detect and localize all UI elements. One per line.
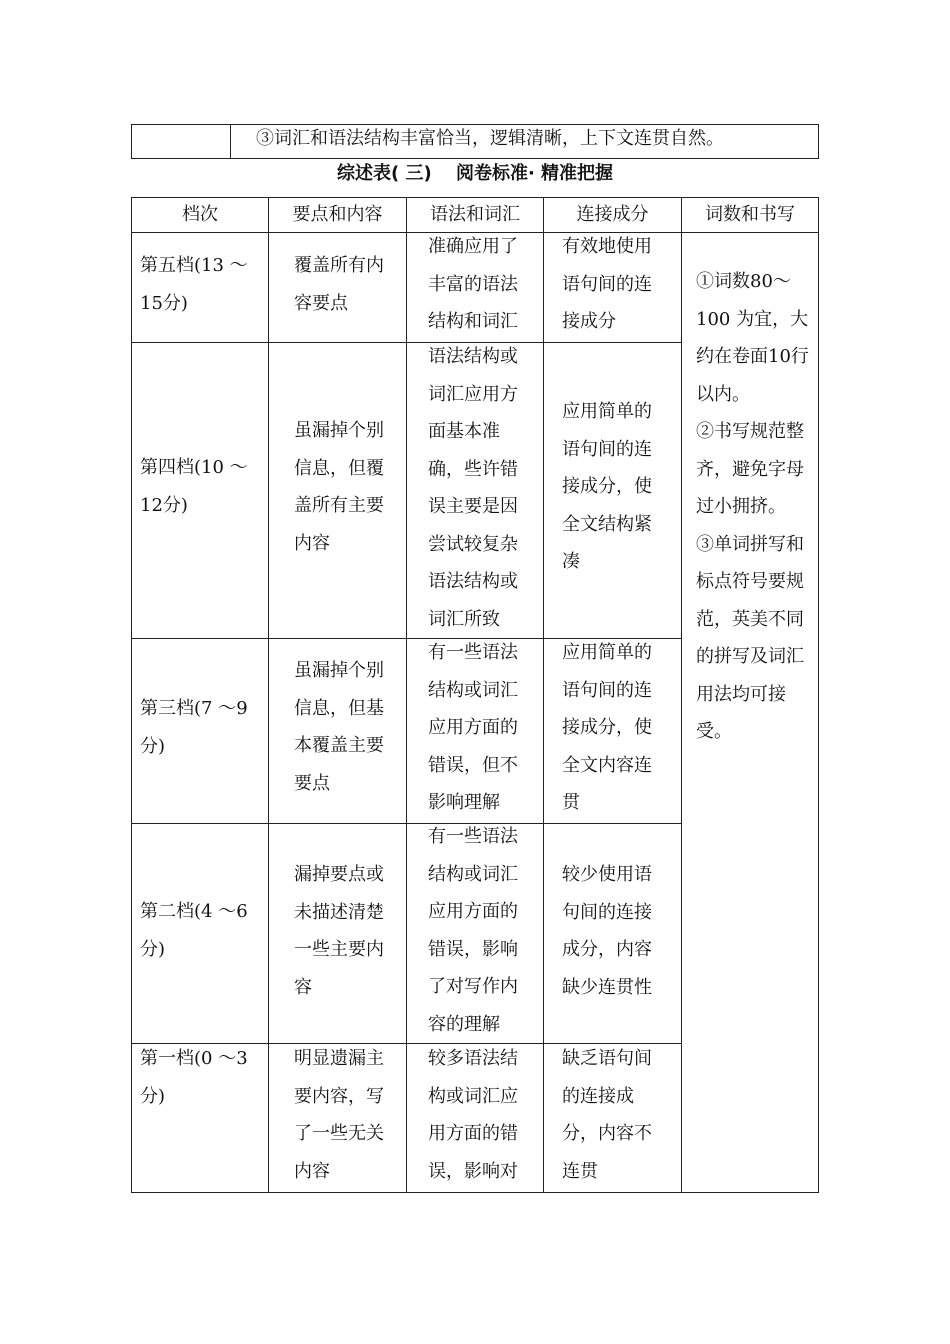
top-box-border bbox=[131, 124, 819, 125]
row-grammar: 语法结构或 词汇应用方 面基本准 确，些许错 误主要是因 尝试较复杂 语法结构或 词汇所致 bbox=[428, 346, 518, 630]
writing-requirements: ①词数80～ 100 为宜，大 约在卷面10行 以内。 ②书写规范整 齐，避免字母 过小拥挤。 ③单词拼写和 标点符号要规 范，英美不同 的拼写及词汇 用法均可接 受。 bbox=[696, 271, 809, 742]
table-border bbox=[818, 197, 819, 1193]
top-box-border bbox=[818, 124, 819, 159]
row-level: 第二档(4 ～6 分) bbox=[140, 901, 248, 960]
row-linking: 应用简单的 语句间的连 接成分，使 全文结构紧 凑 bbox=[562, 401, 652, 572]
row-linking: 缺乏语句间 的连接成 分，内容不 连贯 bbox=[562, 1048, 652, 1182]
row-linking: 应用简单的 语句间的连 接成分，使 全文内容连 贯 bbox=[562, 642, 652, 813]
table-border bbox=[681, 197, 682, 1193]
row-level: 第三档(7 ～9 分) bbox=[140, 698, 248, 757]
table-border bbox=[406, 197, 407, 1193]
row-content: 漏掉要点或 未描述清楚 一些主要内 容 bbox=[294, 864, 384, 998]
row-content: 明显遗漏主 要内容，写 了一些无关 内容 bbox=[294, 1048, 384, 1182]
table-border bbox=[131, 197, 132, 1193]
table-border bbox=[543, 197, 544, 1193]
row-level: 第五档(13 ～ 15分) bbox=[140, 255, 248, 314]
table-border bbox=[131, 1192, 819, 1193]
table-title: 综述表( 三) 阅卷标准· 精准把握 bbox=[336, 163, 614, 184]
row-linking: 有效地使用 语句间的连 接成分 bbox=[562, 236, 652, 332]
top-box-border bbox=[230, 124, 231, 159]
table-border bbox=[268, 197, 269, 1193]
row-grammar: 准确应用了 丰富的语法 结构和词汇 bbox=[428, 236, 518, 332]
row-content: 覆盖所有内 容要点 bbox=[294, 255, 384, 314]
row-grammar: 较多语法结 构或词汇应 用方面的错 误，影响对 bbox=[428, 1048, 518, 1182]
row-level: 第一档(0 ～3 分) bbox=[140, 1048, 248, 1107]
row-grammar: 有一些语法 结构或词汇 应用方面的 错误，但不 影响理解 bbox=[428, 642, 518, 813]
row-linking: 较少使用语 句间的连接 成分，内容 缺少连贯性 bbox=[562, 864, 652, 998]
header-writing: 词数和书写 bbox=[705, 204, 795, 225]
row-level: 第四档(10 ～ 12分) bbox=[140, 457, 248, 516]
header-content: 要点和内容 bbox=[292, 204, 383, 225]
header-grammar: 语法和词汇 bbox=[430, 204, 520, 225]
top-box-border bbox=[131, 158, 819, 159]
top-box-border bbox=[131, 124, 132, 159]
top-note-text: ③词汇和语法结构丰富恰当，逻辑清晰，上下文连贯自然。 bbox=[256, 128, 724, 149]
header-level: 档次 bbox=[182, 204, 218, 225]
row-content: 虽漏掉个别 信息，但覆 盖所有主要 内容 bbox=[294, 420, 384, 554]
row-content: 虽漏掉个别 信息，但基 本覆盖主要 要点 bbox=[294, 660, 384, 794]
header-linking: 连接成分 bbox=[576, 204, 649, 225]
row-grammar: 有一些语法 结构或词汇 应用方面的 错误，影响 了对写作内 容的理解 bbox=[428, 826, 518, 1035]
